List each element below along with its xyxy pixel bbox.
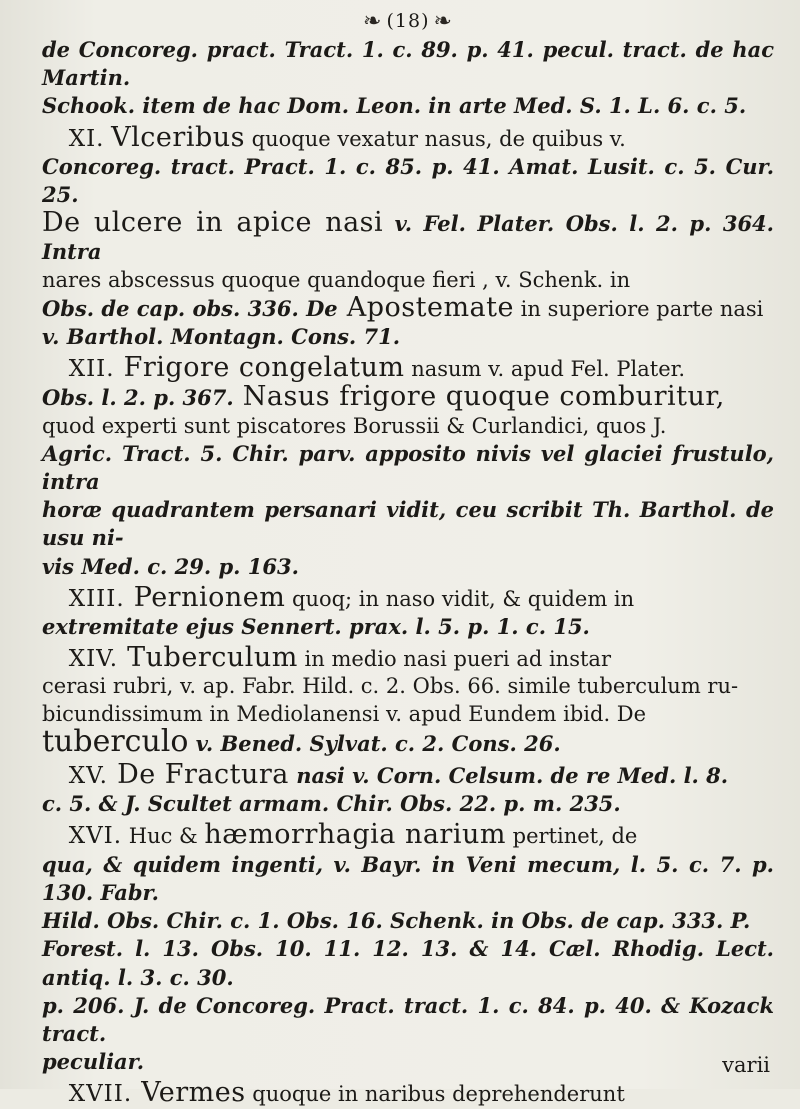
section-xvi: XVI. Huc & hæmorrhagia narium pertinet, de: [68, 819, 638, 851]
text-line: de Concoreg. pract. Tract. 1. c. 89. p. 41. pecul. tract. de hac Martin.: [42, 37, 774, 91]
text-line: extremitate ejus Sennert. prax. l. 5. p. 1. c. 15.: [42, 614, 590, 640]
catchword: varii: [722, 1053, 770, 1077]
text-line: Forest. l. 13. Obs. 10. 11. 12. 13. & 14. Cæl. Rhodig. Lect. antiq. l. 3. c. 30.: [42, 936, 774, 990]
text-line: De ulcere in apice nasi v. Fel. Plater. Obs. l. 2. p. 364. Intra: [42, 207, 774, 265]
fleuron-left: ❧: [363, 8, 383, 34]
section-xv: XV. De Fractura nasi v. Corn. Celsum. de re Med. l. 8.: [68, 759, 729, 791]
text-line: quod experti sunt piscatores Borussii & Curlandici, quos J.: [42, 413, 667, 438]
section-xii: XII. Frigore congelatum nasum v. apud Fel. Plater.: [68, 352, 686, 384]
text-line: horæ quadrantem persanari vidit, ceu scribit Th. Barthol. de usu ni-: [42, 497, 774, 551]
text-line: v. Barthol. Montagn. Cons. 71.: [42, 324, 401, 350]
text-line: qua, & quidem ingenti, v. Bayr. in Veni mecum, l. 5. c. 7. p. 130. Fabr.: [42, 851, 774, 905]
section-xi: XI. Vlceribus quoque vexatur nasus, de quibus v.: [68, 121, 626, 153]
text-line: c. 5. & J. Scultet armam. Chir. Obs. 22. p. m. 235.: [42, 791, 621, 817]
section-xvii: XVII. Vermes quoque in naribus deprehenderunt: [68, 1077, 625, 1109]
text-line: Hild. Obs. Chir. c. 1. Obs. 16. Schenk. in Obs. de cap. 333. P.: [42, 908, 751, 934]
text-line: bicundissimum in Mediolanensi v. apud Eundem ibid. De: [42, 701, 647, 726]
text-line: tuberculo v. Bened. Sylvat. c. 2. Cons. 26.: [42, 723, 561, 759]
text-line: Schook. item de hac Dom. Leon. in arte Med. S. 1. L. 6. c. 5.: [42, 93, 747, 119]
text-line: cerasi rubri, v. ap. Fabr. Hild. c. 2. Obs. 66. simile tuberculum ru-: [42, 674, 739, 699]
page-number: (18): [386, 10, 430, 32]
section-xiii: XIII. Pernionem quoq; in naso vidit, & quidem in: [68, 581, 635, 613]
text-line: vis Med. c. 29. p. 163.: [42, 553, 299, 579]
text-line: Obs. l. 2. p. 367. Nasus frigore quoque comburitur,: [42, 381, 725, 413]
text-line: Concoreg. tract. Pract. 1. c. 85. p. 41. Amat. Lusit. c. 5. Cur. 25.: [42, 153, 774, 208]
text-line: Obs. de cap. obs. 336. De Apostemate in superiore parte nasi: [42, 291, 764, 323]
page-header: [42, 6, 774, 36]
text-line: peculiar.: [42, 1049, 145, 1075]
text-line: nares abscessus quoque quandoque fieri , v. Schenk. in: [42, 267, 631, 292]
fleuron-right: ❧: [433, 8, 453, 34]
text-line: Agric. Tract. 5. Chir. parv. apposito nivis vel glaciei frustulo, intra: [42, 440, 774, 495]
text-line: p. 206. J. de Concoreg. Pract. tract. 1. c. 84. p. 40. & Kozack tract.: [42, 992, 774, 1046]
section-xiv: XIV. Tuberculum in medio nasi pueri ad instar: [68, 642, 611, 674]
